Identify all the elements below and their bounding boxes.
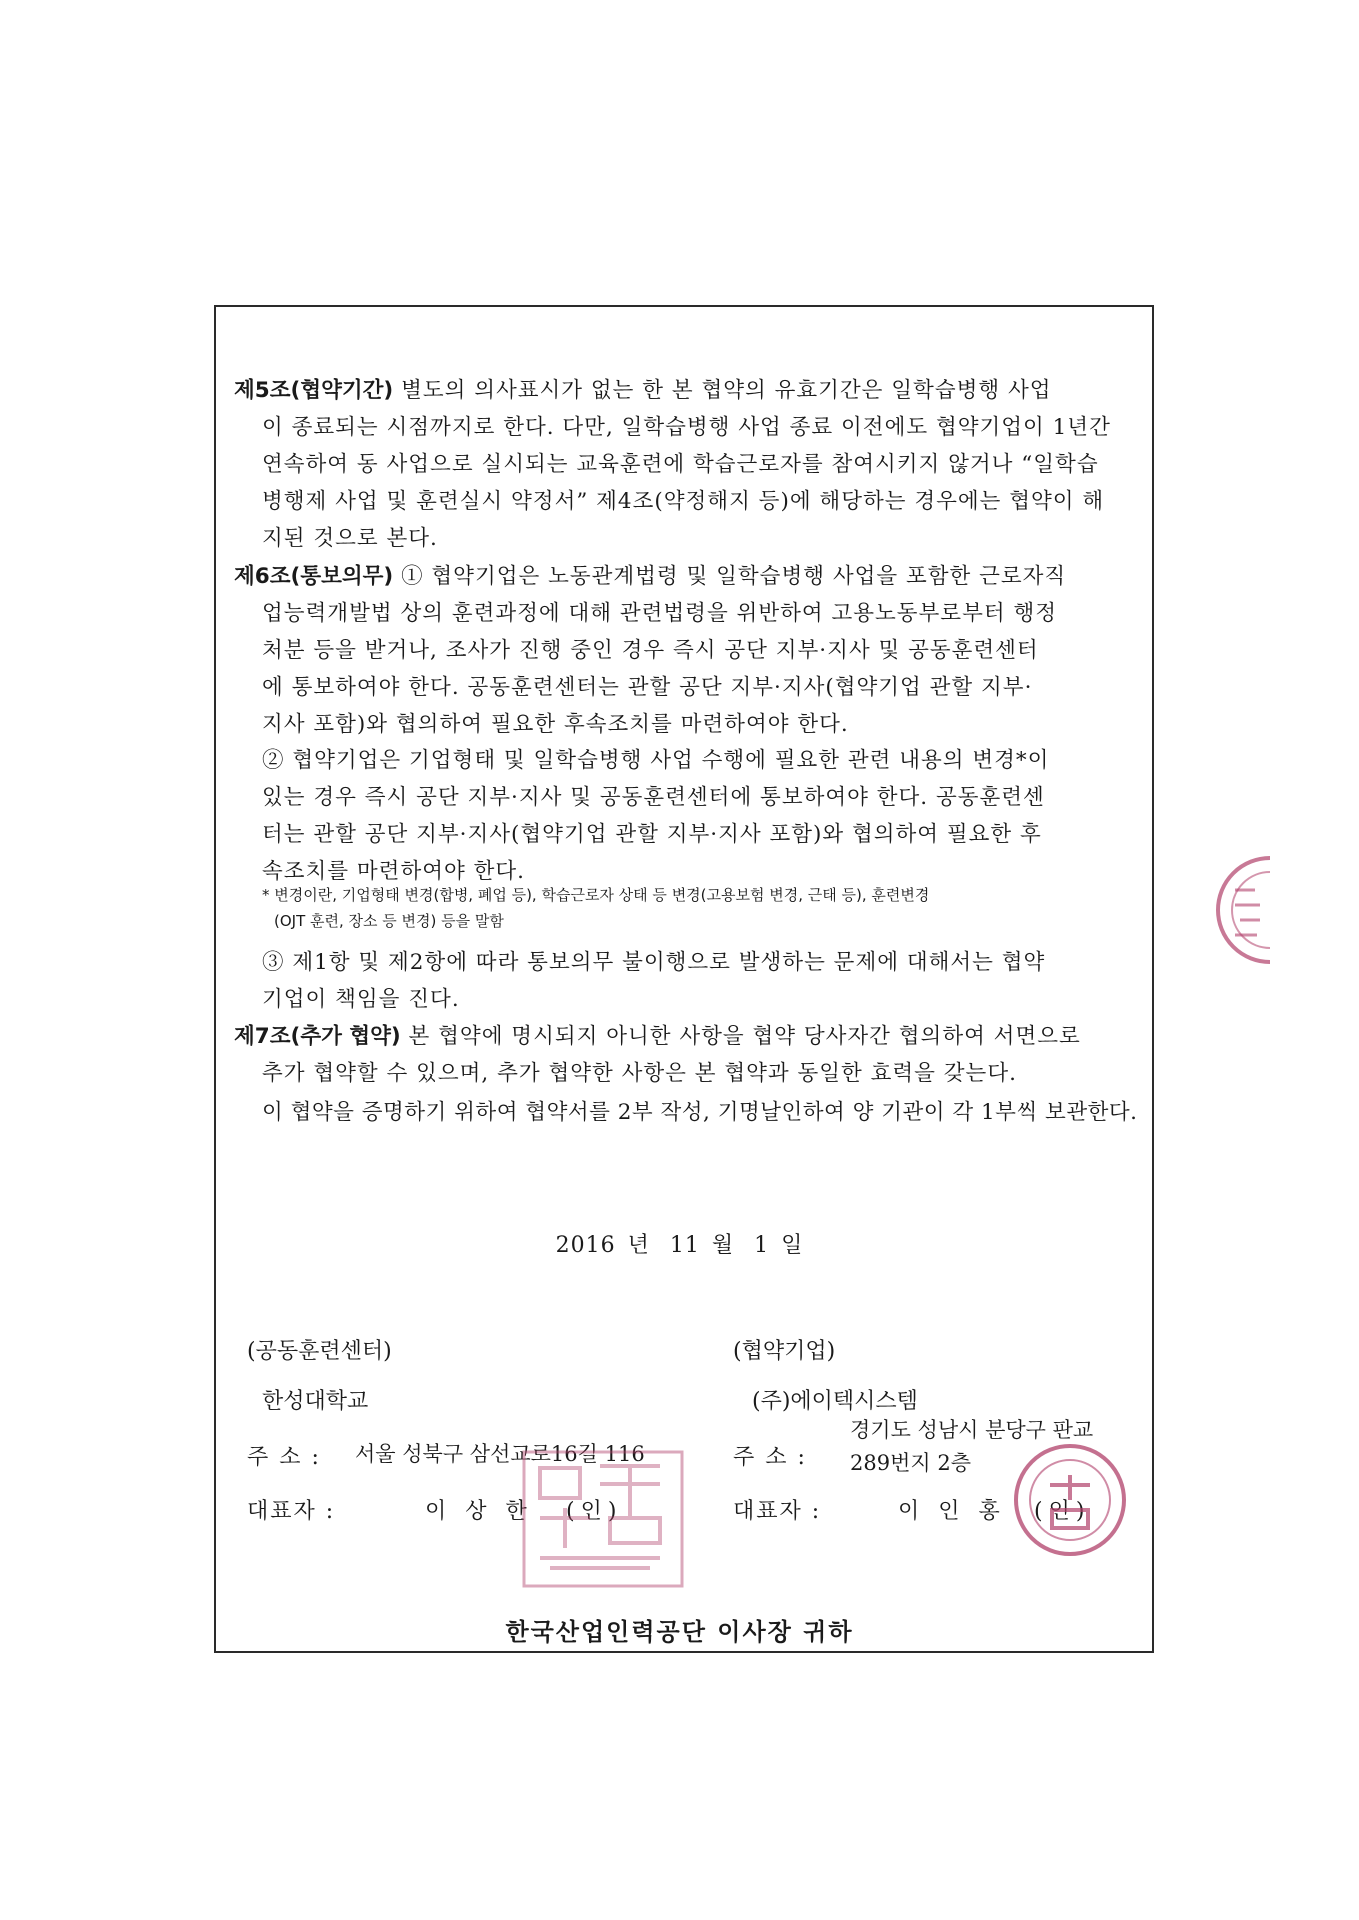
- footnote-line-1: * 변경이란, 기업형태 변경(합병, 폐업 등), 학습근로자 상태 등 변경(고용보험 변경, 근태 등), 훈련변경: [262, 886, 930, 904]
- left-address-label: 주 소 :: [247, 1445, 321, 1470]
- article-7: [234, 1018, 1149, 1092]
- article-6-p1-line-2: 업능력개발법 상의 훈련과정에 대해 관련법령을 위반하여 고용노동부로부터 행정: [262, 601, 1057, 626]
- date-year: 2016: [555, 1233, 616, 1258]
- recipient-line: 한국산업인력공단 이사장 귀하: [505, 1618, 854, 1646]
- article-6-p2-line-1: ② 협약기업은 기업형태 및 일학습병행 사업 수행에 필요한 관련 내용의 변경*이: [262, 748, 1050, 773]
- date-day-unit: 일: [781, 1233, 804, 1258]
- date-year-unit: 년: [627, 1233, 650, 1258]
- article-6-heading: 제6조(통보의무): [234, 564, 394, 589]
- right-address-line-2: 289번지 2층: [850, 1451, 971, 1475]
- agreement-date: [0, 1228, 1359, 1259]
- right-seal-stamp: [1010, 1440, 1130, 1560]
- article-6-p3-line-2: 기업이 책임을 진다.: [262, 987, 460, 1012]
- right-seal-mark: (인): [1034, 1499, 1091, 1524]
- article-6-line-1: [234, 558, 1149, 595]
- article-7-line-2: 추가 협약할 수 있으며, 추가 협약한 사항은 본 협약과 동일한 효력을 갖는다.: [262, 1061, 1017, 1086]
- right-rep-name: 이 인 홍: [898, 1499, 1006, 1524]
- article-5-line-5: 지된 것으로 본다.: [262, 526, 438, 551]
- article-6-p2-line-4: 속조치를 마련하여야 한다.: [262, 859, 525, 884]
- left-seal-mark: (인): [566, 1499, 623, 1524]
- article-6-p3-line-1: ③ 제1항 및 제2항에 따라 통보의무 불이행으로 발생하는 문제에 대해서는 협약: [262, 950, 1046, 975]
- article-7-text: 본 협약에 명시되지 아니한 사항을 협약 당사자간 협의하여 서면으로: [400, 1024, 1081, 1049]
- article-5: [234, 372, 1149, 557]
- article-6-footnote: [262, 882, 1147, 934]
- article-5-text: 별도의 의사표시가 없는 한 본 협약의 유효기간은 일학습병행 사업: [393, 378, 1052, 403]
- closing-statement: 이 협약을 증명하기 위하여 협약서를 2부 작성, 기명날인하여 양 기관이 각 1부씩 보관한다.: [262, 1100, 1138, 1125]
- article-5-line-1: [234, 372, 1149, 409]
- article-7-line-1: [234, 1018, 1149, 1055]
- date-month-unit: 월: [711, 1233, 735, 1258]
- article-5-line-2: 이 종료되는 시점까지로 한다. 다만, 일학습병행 사업 종료 이전에도 협약기업이 1년간: [262, 415, 1111, 440]
- article-7-heading: 제7조(추가 협약): [234, 1024, 401, 1049]
- date-month: 11: [669, 1233, 700, 1258]
- left-party-name: 한성대학교: [262, 1389, 369, 1414]
- article-6-p1-line-5: 지사 포함)와 협의하여 필요한 후속조치를 마련하여야 한다.: [262, 712, 849, 737]
- left-party-label: (공동훈련센터): [247, 1339, 392, 1364]
- right-rep-label: 대표자 :: [733, 1499, 822, 1524]
- article-6-p1-line-3: 처분 등을 받거나, 조사가 진행 중인 경우 즉시 공단 지부·지사 및 공동훈련센터: [262, 638, 1039, 663]
- article-6-paragraph-3: [262, 944, 1147, 1018]
- right-address-label: 주 소 :: [733, 1445, 807, 1470]
- footnote-line-2: (OJT 훈련, 장소 등 변경) 등을 말함: [274, 912, 504, 930]
- right-address-line-1: 경기도 성남시 분당구 판교: [850, 1418, 1094, 1442]
- article-6: [234, 558, 1149, 743]
- article-6-p2-line-3: 터는 관할 공단 지부·지사(협약기업 관할 지부·지사 포함)와 협의하여 필요한 후: [262, 822, 1042, 847]
- left-address: 서울 성북구 삼선교로16길 116: [355, 1442, 645, 1466]
- left-seal-stamp: [520, 1448, 686, 1590]
- article-6-p1-line-4: 에 통보하여야 한다. 공동훈련센터는 관할 공단 지부·지사(협약기업 관할 지부·: [262, 675, 1033, 700]
- left-rep-name: 이 상 한: [425, 1499, 533, 1524]
- left-rep-label: 대표자 :: [247, 1499, 336, 1524]
- article-5-heading: 제5조(협약기간): [234, 378, 394, 403]
- right-party-label: (협약기업): [733, 1339, 836, 1364]
- article-5-line-4: 병행제 사업 및 훈련실시 약정서” 제4조(약정해지 등)에 해당하는 경우에는 협약이 해: [262, 489, 1105, 514]
- article-6-paragraph-2: [262, 742, 1147, 890]
- right-party-name: (주)에이텍시스템: [752, 1389, 918, 1414]
- date-day: 1: [754, 1233, 770, 1258]
- margin-seal-stamp: [1210, 850, 1270, 970]
- article-5-line-3: 연속하여 동 사업으로 실시되는 교육훈련에 학습근로자를 참여시키지 않거나 “일학습: [262, 452, 1099, 477]
- article-6-p2-line-2: 있는 경우 즉시 공단 지부·지사 및 공동훈련센터에 통보하여야 한다. 공동훈련센: [262, 785, 1045, 810]
- article-6-p1-text: ① 협약기업은 노동관계법령 및 일학습병행 사업을 포함한 근로자직: [393, 564, 1067, 589]
